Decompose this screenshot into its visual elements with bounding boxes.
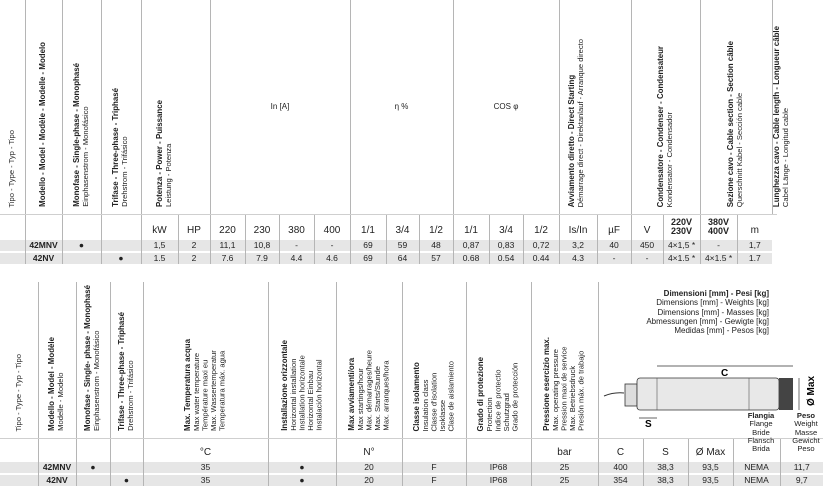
header-modello: Modello - Model - Modèle - Modelle - Modelo [25, 0, 62, 214]
unit-m: m [737, 214, 772, 238]
dim-c-label: C [720, 368, 728, 379]
peso-cell: 9,7 [780, 475, 823, 486]
unit2-classe [402, 438, 466, 460]
a400-cell: - [314, 240, 350, 251]
header2-temperatura: Max. Temperatura acqua Max water temperature Température maxi eu Max. Wassertemperatur Temperatura máx. agua [143, 282, 268, 438]
unit2-dmax: Ø Max [688, 438, 733, 460]
unit2-modello [38, 438, 76, 460]
table-row [0, 240, 777, 251]
dmax-cell: 93,5 [688, 462, 733, 473]
unit-uf: µF [597, 214, 631, 238]
unit-cos-11: 1/1 [453, 214, 489, 238]
unit-sez-b: 380V 400V [700, 214, 737, 238]
peso-label: Peso Weight Masse Gewicht Peso [792, 411, 820, 454]
header2-classe: Classe isolamento Insulation class Classe d'isolation Isoklasse Clase de aislamiento [402, 282, 466, 438]
peso-cell: 11,7 [780, 462, 823, 473]
a400-cell: 4.6 [314, 253, 350, 264]
header-condensatore: Condensatore - Condenser - Condensateur Kondensator - Condensador [631, 0, 700, 214]
classe-cell: F [402, 475, 466, 486]
isin-cell: 3,2 [559, 240, 597, 251]
header-lunghezza-cavo: Lunghezza cavo - Cable length - Longueur câble Cabel Länge - Longitud cable [772, 0, 777, 214]
header-trifase: Trifase - Three-phase - Triphasé Drehstrom - Trifásico [101, 0, 141, 214]
kw-cell: 1.5 [141, 253, 178, 264]
a230-cell: 10,8 [245, 240, 279, 251]
model-cell: 42NV [38, 475, 76, 486]
header2-avviamenti: Max avviamenti/ora Max startings/hour Max. démarrages/heure Max. Starts/Stunde Max. arranques/hora [336, 282, 402, 438]
electrical-data-table [0, 0, 790, 264]
header2-pressione: Pressione esercizio max. Max. operating pressure Pression maxi de service Max. Betriebsdruck Presión máx. de trabajo [531, 282, 598, 438]
pump-motor [779, 378, 793, 410]
unit2-celsius: °C [143, 438, 268, 460]
cos11-cell: 0.68 [453, 253, 489, 264]
header2-modello: Modello - Model - Modèle Modelle - Modelo [38, 282, 76, 438]
a220-cell: 7.6 [210, 253, 245, 264]
table-row [0, 475, 823, 486]
sez1-cell: 4×1,5 * [663, 240, 700, 251]
dim-dmax-label: Ø Max [805, 375, 817, 406]
unit-monofase [62, 214, 101, 238]
pressione-cell: 25 [531, 475, 598, 486]
header-eta-group: η % [350, 0, 453, 214]
unit-220: 220 [210, 214, 245, 238]
mechanical-data-table [0, 282, 823, 486]
header2-monofase: Monofase - Single- phase - Monophasé Einphasenstrom - Monofásico [76, 282, 110, 438]
uf-cell: 40 [597, 240, 631, 251]
sez2-cell: - [700, 240, 737, 251]
cos34-cell: 0,83 [489, 240, 523, 251]
pump-body [637, 378, 779, 410]
dmax-cell: 93,5 [688, 475, 733, 486]
unit-eta-34: 3/4 [386, 214, 419, 238]
cos11-cell: 0,87 [453, 240, 489, 251]
unit2-grado [466, 438, 531, 460]
eta12-cell: 48 [419, 240, 453, 251]
header2-installazione: Installazione orizzontale Horizontal installation Installation horizontale Horizontal Einbau Instalación horizontal [268, 282, 336, 438]
eta34-cell: 59 [386, 240, 419, 251]
avviamenti-cell: 20 [336, 475, 402, 486]
unit2-monofase [76, 438, 110, 460]
unit2-n: N° [336, 438, 402, 460]
header2-grado: Grado di protezione Protection Indice de protectio Schutzgrad Grado de protección [466, 282, 531, 438]
unit-modello [25, 214, 62, 238]
trifase-dot: ● [110, 475, 143, 486]
s-cell: 38,3 [643, 462, 688, 473]
header-sezione-cavo: Sezione cavo - Cable section - Section câble Querschnitt Kabel - Sección cable [700, 0, 772, 214]
monofase-dot [62, 253, 101, 264]
a230-cell: 7.9 [245, 253, 279, 264]
v-cell: - [631, 253, 663, 264]
unit2-tipo [0, 438, 38, 460]
c-cell: 400 [598, 462, 643, 473]
eta11-cell: 69 [350, 240, 386, 251]
header-potenza: Potenza - Power - Puissance Leistung - Potenza [141, 0, 210, 214]
unit-cos-12: 1/2 [523, 214, 559, 238]
monofase-dot: ● [62, 240, 101, 251]
table-row [0, 462, 823, 473]
temp-cell: 35 [143, 475, 268, 486]
kw-cell: 1,5 [141, 240, 178, 251]
header-cos-group: COS φ [453, 0, 559, 214]
cos12-cell: 0,72 [523, 240, 559, 251]
model-cell: 42MNV [25, 240, 62, 251]
unit2-installazione [268, 438, 336, 460]
unit-230: 230 [245, 214, 279, 238]
eta12-cell: 57 [419, 253, 453, 264]
unit-380: 380 [279, 214, 314, 238]
hp-cell: 2 [178, 240, 210, 251]
v-cell: 450 [631, 240, 663, 251]
sez1-cell: 4×1.5 * [663, 253, 700, 264]
a380-cell: 4.4 [279, 253, 314, 264]
model-cell: 42NV [25, 253, 62, 264]
model-cell: 42MNV [38, 462, 76, 473]
sez2-cell: 4×1.5 * [700, 253, 737, 264]
header-in-group: In [A] [210, 0, 350, 214]
grado-cell: IP68 [466, 475, 531, 486]
header-avviamento: Avviamento diretto - Direct Starting Démarrage direct - Direktanlauf - Arranque directo [559, 0, 631, 214]
header-tipo: Tipo - Type - Typ - Tipo [0, 0, 25, 214]
installazione-dot: ● [268, 462, 336, 473]
header2-trifase: Trifase - Three-phase - Triphasé Drehstrom - Trifásico [110, 282, 143, 438]
trifase-dot: ● [101, 253, 141, 264]
flangia-cell: NEMA [733, 475, 780, 486]
monofase-dot [76, 475, 110, 486]
eta34-cell: 64 [386, 253, 419, 264]
unit-sez-a: 220V 230V [663, 214, 700, 238]
c-cell: 354 [598, 475, 643, 486]
header2-tipo: Tipo - Type - Typ - Tipo [0, 282, 38, 438]
unit-400: 400 [314, 214, 350, 238]
unit-isin: Is/In [559, 214, 597, 238]
unit-tipo [0, 214, 25, 238]
grado-cell: IP68 [466, 462, 531, 473]
unit-kw: kW [141, 214, 178, 238]
a380-cell: - [279, 240, 314, 251]
unit2-s: S [643, 438, 688, 460]
dimensions-heading: Dimensioni [mm] - Pesi [kg] Dimensions [mm] - Weights [kg] Dimensions [mm] - Masses [kg] Abmessungen [mm] - Gewigte [kg] Medidas [mm] - Pesos [kg] [646, 289, 770, 336]
temp-cell: 35 [143, 462, 268, 473]
cos12-cell: 0.44 [523, 253, 559, 264]
avviamenti-cell: 20 [336, 462, 402, 473]
pump-outlet [625, 384, 637, 406]
unit-cos-34: 3/4 [489, 214, 523, 238]
m-cell: 1,7 [737, 240, 772, 251]
unit-hp: HP [178, 214, 210, 238]
unit-eta-12: 1/2 [419, 214, 453, 238]
trifase-dot [101, 240, 141, 251]
flangia-cell: NEMA [733, 462, 780, 473]
header2-dimensions [598, 282, 823, 454]
unit-trifase [101, 214, 141, 238]
pressione-cell: 25 [531, 462, 598, 473]
table-row [0, 253, 777, 264]
hp-cell: 2 [178, 253, 210, 264]
trifase-dot [110, 462, 143, 473]
a220-cell: 11,1 [210, 240, 245, 251]
classe-cell: F [402, 462, 466, 473]
s-cell: 38,3 [643, 475, 688, 486]
cos34-cell: 0.54 [489, 253, 523, 264]
unit2-c: C [598, 438, 643, 460]
m-cell: 1.7 [737, 253, 772, 264]
uf-cell: - [597, 253, 631, 264]
unit2-bar: bar [531, 438, 598, 460]
eta11-cell: 69 [350, 253, 386, 264]
unit2-trifase [110, 438, 143, 460]
monofase-dot: ● [76, 462, 110, 473]
isin-cell: 4.3 [559, 253, 597, 264]
unit-eta-11: 1/1 [350, 214, 386, 238]
installazione-dot: ● [268, 475, 336, 486]
dim-s-label: S [644, 419, 652, 430]
pump-cable [604, 393, 624, 396]
header-monofase: Monofase - Single-phase - Monophasé Einphasenstrom - Monofásico [62, 0, 101, 214]
flangia-label: Flangia Flange Bride Flansch Brida [747, 411, 775, 454]
unit-v: V [631, 214, 663, 238]
